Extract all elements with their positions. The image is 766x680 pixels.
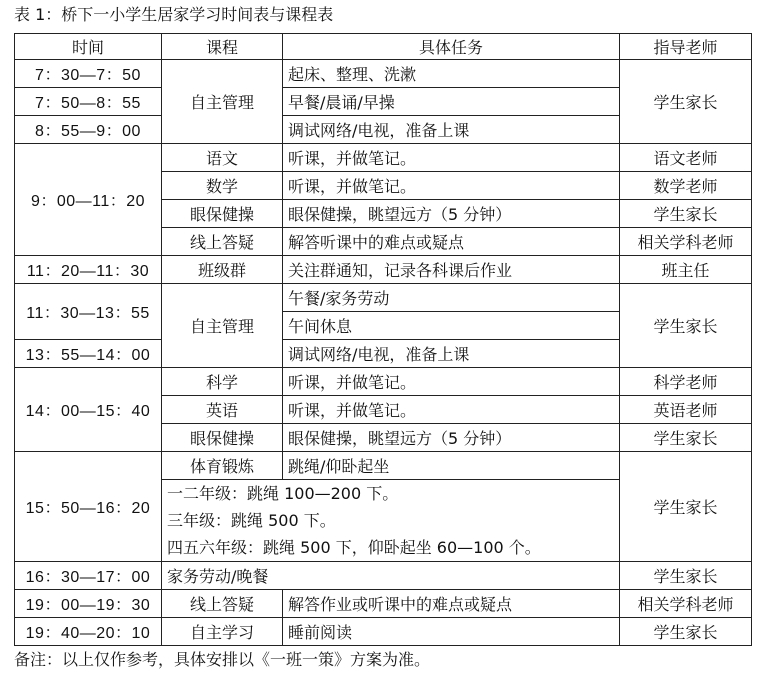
teacher-cell: 英语老师 bbox=[620, 396, 752, 424]
teacher-cell: 语文老师 bbox=[620, 144, 752, 172]
teacher-cell: 相关学科老师 bbox=[620, 228, 752, 256]
requirement-line: 一二年级：跳绳 100—200 下。 bbox=[167, 484, 399, 503]
time-cell: 19：40—20：10 bbox=[15, 618, 162, 646]
task-cell: 解答作业或听课中的难点或疑点 bbox=[283, 590, 620, 618]
task-cell: 调试网络/电视，准备上课 bbox=[283, 340, 620, 368]
time-cell: 7：30—7：50 bbox=[15, 60, 162, 88]
table-row bbox=[15, 590, 752, 618]
course-cell: 眼保健操 bbox=[162, 200, 283, 228]
task-cell: 午餐/家务劳动 bbox=[283, 284, 620, 312]
course-cell: 线上答疑 bbox=[162, 228, 283, 256]
course-cell: 科学 bbox=[162, 368, 283, 396]
task-cell: 听课，并做笔记。 bbox=[283, 172, 620, 200]
table-row bbox=[15, 562, 752, 590]
course-cell: 数学 bbox=[162, 172, 283, 200]
teacher-cell: 学生家长 bbox=[620, 452, 752, 562]
task-cell: 起床、整理、洗漱 bbox=[283, 60, 620, 88]
time-cell: 19：00—19：30 bbox=[15, 590, 162, 618]
task-cell: 解答听课中的难点或疑点 bbox=[283, 228, 620, 256]
task-cell: 午间休息 bbox=[283, 312, 620, 340]
task-cell: 听课，并做笔记。 bbox=[283, 396, 620, 424]
time-cell: 11：20—11：30 bbox=[15, 256, 162, 284]
course-cell: 自主管理 bbox=[162, 60, 283, 144]
time-cell: 13：55—14：00 bbox=[15, 340, 162, 368]
requirement-line: 三年级：跳绳 500 下。 bbox=[167, 511, 336, 530]
table-row bbox=[15, 256, 752, 284]
course-cell: 自主学习 bbox=[162, 618, 283, 646]
teacher-cell: 学生家长 bbox=[620, 284, 752, 368]
header-time: 时间 bbox=[15, 34, 162, 60]
table-header-row bbox=[15, 34, 752, 60]
time-cell: 7：50—8：55 bbox=[15, 88, 162, 116]
course-cell: 班级群 bbox=[162, 256, 283, 284]
task-cell: 听课，并做笔记。 bbox=[283, 368, 620, 396]
teacher-cell: 学生家长 bbox=[620, 424, 752, 452]
header-task: 具体任务 bbox=[283, 34, 620, 60]
time-cell: 15：50—16：20 bbox=[15, 452, 162, 562]
exercise-requirements-cell bbox=[162, 480, 620, 562]
teacher-cell: 数学老师 bbox=[620, 172, 752, 200]
task-cell: 眼保健操，眺望远方（5 分钟） bbox=[283, 200, 620, 228]
task-cell: 早餐/晨诵/早操 bbox=[283, 88, 620, 116]
course-cell: 眼保健操 bbox=[162, 424, 283, 452]
teacher-cell: 学生家长 bbox=[620, 562, 752, 590]
course-cell: 英语 bbox=[162, 396, 283, 424]
header-teacher: 指导老师 bbox=[620, 34, 752, 60]
schedule-table bbox=[14, 33, 752, 646]
time-cell: 9：00—11：20 bbox=[15, 144, 162, 256]
course-cell: 自主管理 bbox=[162, 284, 283, 368]
course-cell: 体育锻炼 bbox=[162, 452, 283, 480]
course-cell: 线上答疑 bbox=[162, 590, 283, 618]
teacher-cell: 学生家长 bbox=[620, 60, 752, 144]
table-row bbox=[15, 618, 752, 646]
time-cell: 16：30—17：00 bbox=[15, 562, 162, 590]
teacher-cell: 学生家长 bbox=[620, 618, 752, 646]
teacher-cell: 相关学科老师 bbox=[620, 590, 752, 618]
course-cell: 语文 bbox=[162, 144, 283, 172]
header-course: 课程 bbox=[162, 34, 283, 60]
table-row bbox=[15, 144, 752, 172]
table-row bbox=[15, 368, 752, 396]
time-cell: 14：00—15：40 bbox=[15, 368, 162, 452]
table-row bbox=[15, 284, 752, 312]
time-cell: 8：55—9：00 bbox=[15, 116, 162, 144]
task-cell: 调试网络/电视，准备上课 bbox=[283, 116, 620, 144]
table-caption: 表 1：桥下一小学生居家学习时间表与课程表 bbox=[14, 5, 334, 24]
teacher-cell: 科学老师 bbox=[620, 368, 752, 396]
task-cell: 睡前阅读 bbox=[283, 618, 620, 646]
task-cell: 跳绳/仰卧起坐 bbox=[283, 452, 620, 480]
task-cell: 家务劳动/晚餐 bbox=[162, 562, 620, 590]
table-row bbox=[15, 452, 752, 480]
requirement-line: 四五六年级：跳绳 500 下，仰卧起坐 60—100 个。 bbox=[167, 538, 541, 557]
remark-note: 备注：以上仅作参考，具体安排以《一班一策》方案为准。 bbox=[14, 650, 431, 669]
time-cell: 11：30—13：55 bbox=[15, 284, 162, 340]
teacher-cell: 班主任 bbox=[620, 256, 752, 284]
table-row bbox=[15, 60, 752, 88]
task-cell: 听课，并做笔记。 bbox=[283, 144, 620, 172]
teacher-cell: 学生家长 bbox=[620, 200, 752, 228]
task-cell: 关注群通知，记录各科课后作业 bbox=[283, 256, 620, 284]
task-cell: 眼保健操，眺望远方（5 分钟） bbox=[283, 424, 620, 452]
